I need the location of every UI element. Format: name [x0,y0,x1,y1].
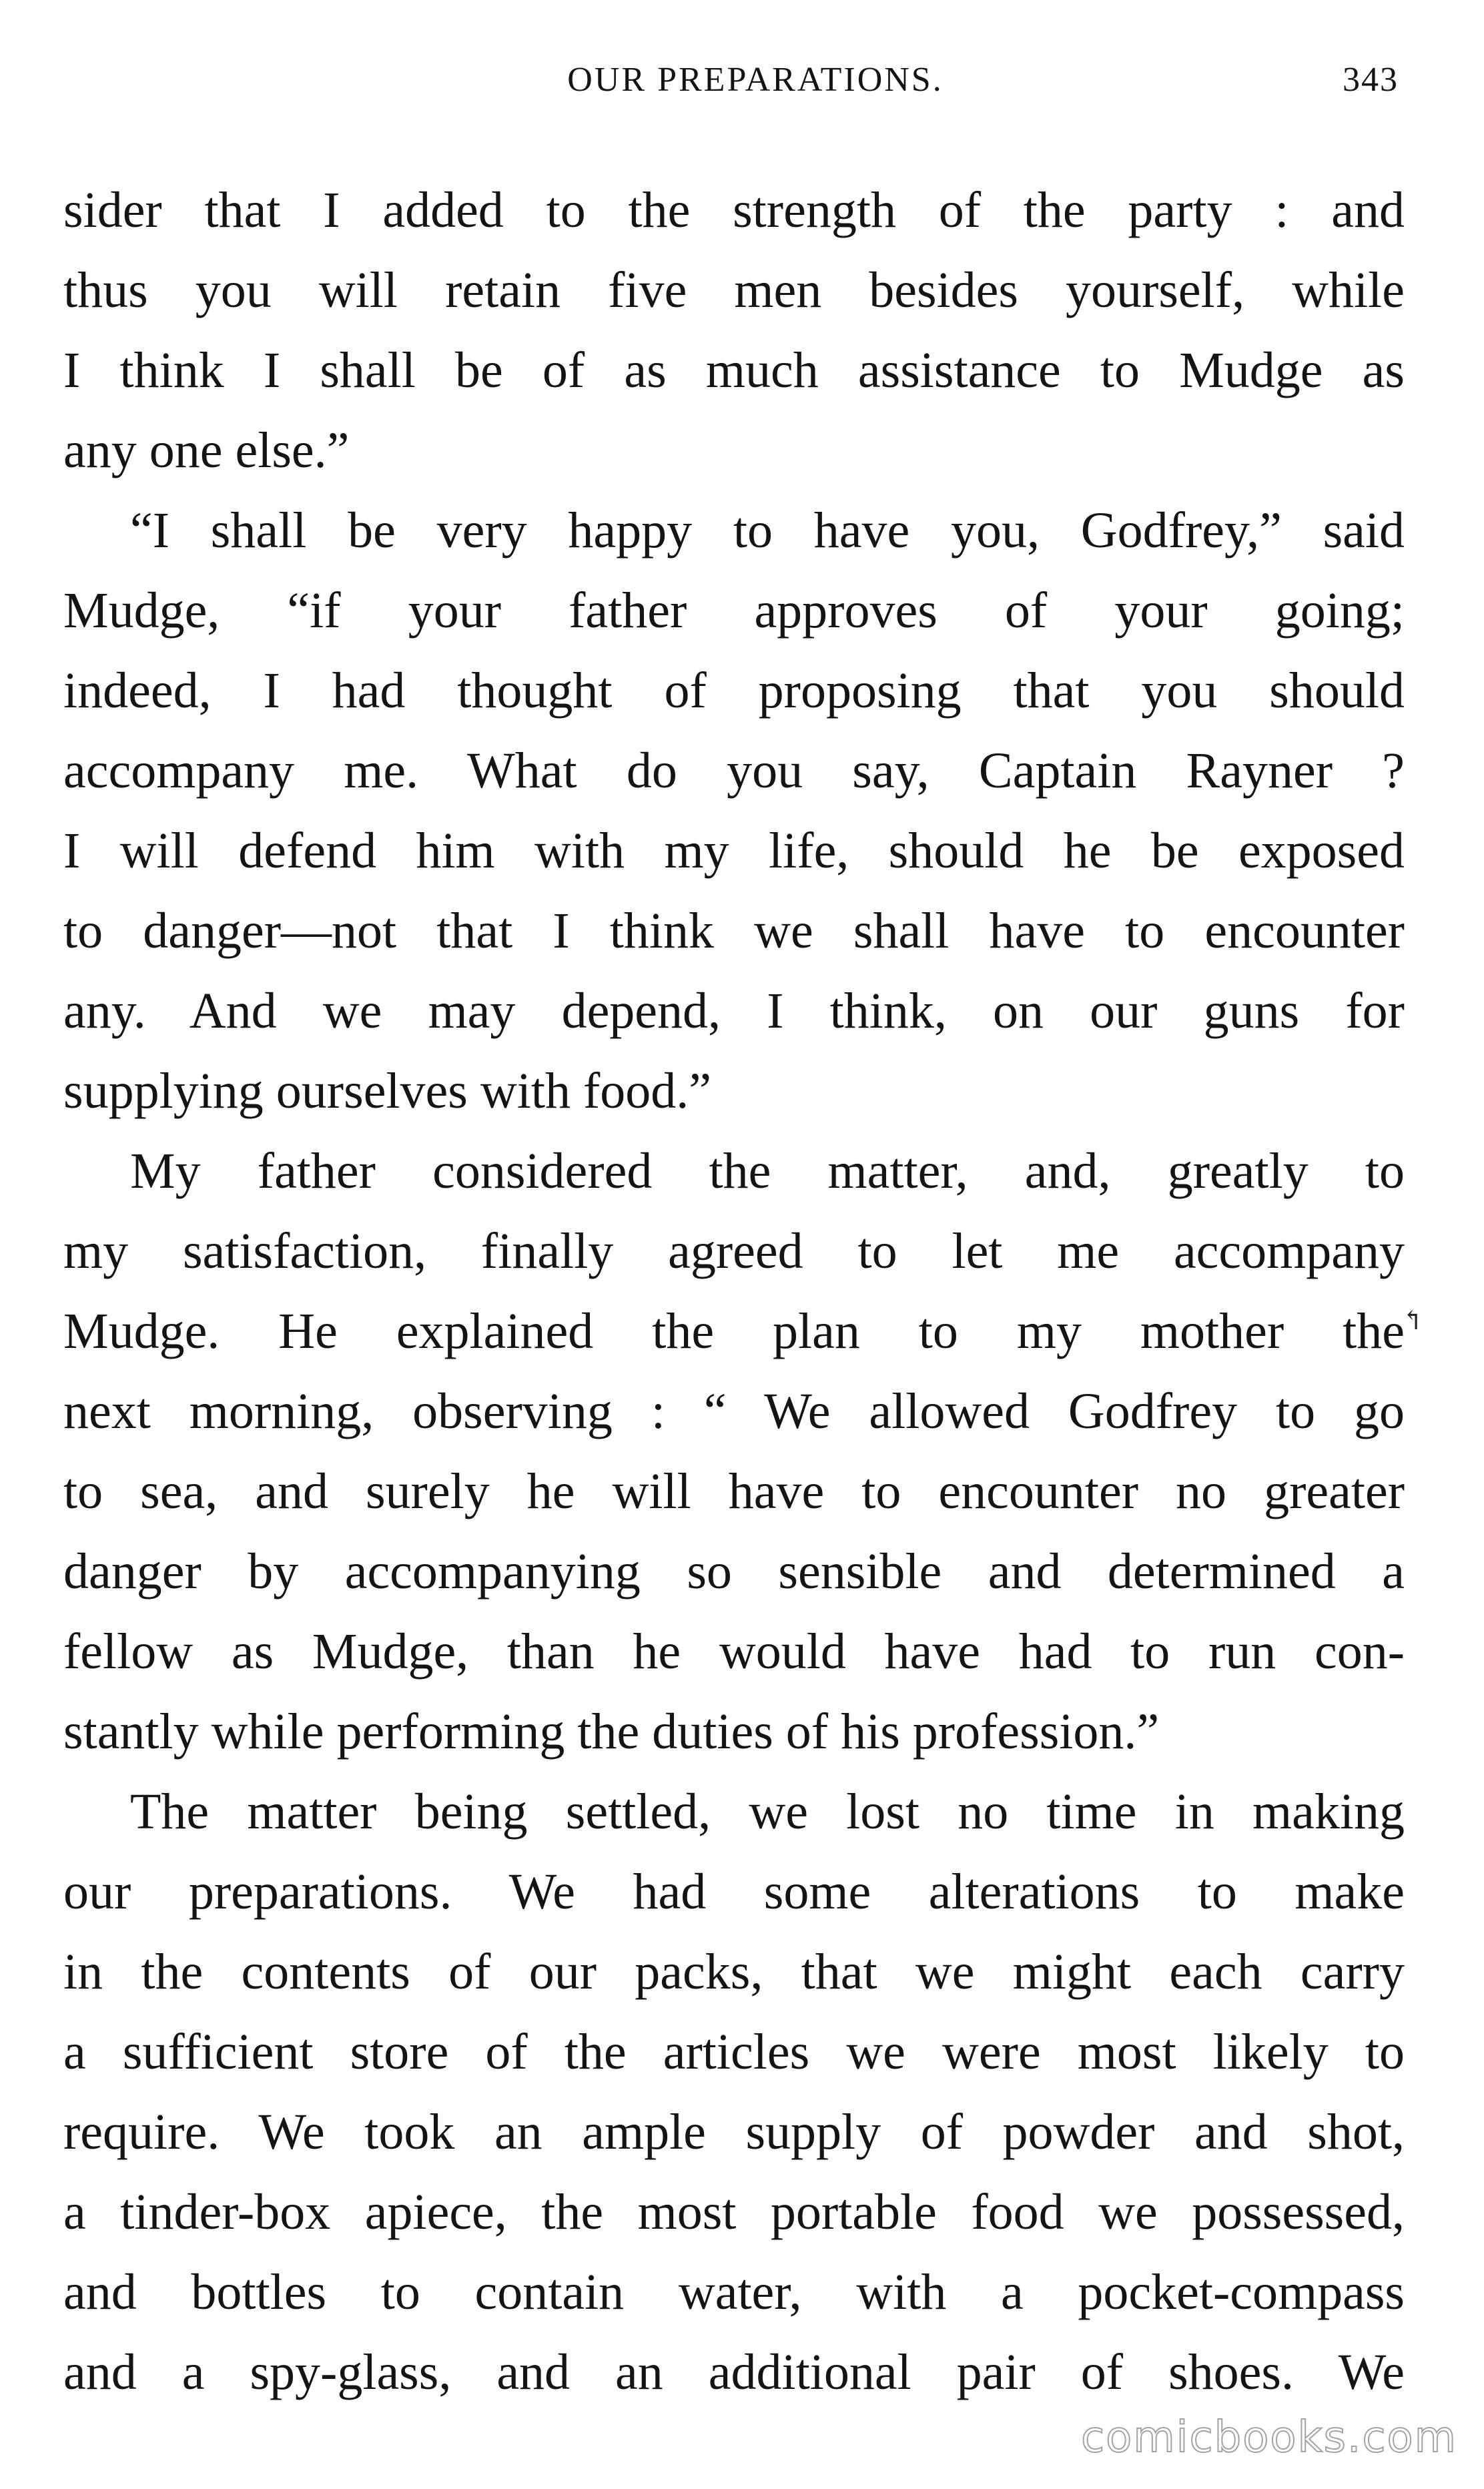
text-line: My father considered the matter, and, greatly to [130,1143,1405,1199]
text-line: indeed, I had thought of proposing that you should [63,663,1405,719]
text-line: our preparations. We had some alterations to make [63,1864,1405,1920]
text-line: to sea, and surely he will have to encounter no greater [63,1463,1405,1519]
margin-mark-icon: ↰ [1401,1305,1424,1335]
text-line: The matter being settled, we lost no time in making [130,1784,1405,1840]
text-line: any. And we may depend, I think, on our guns for [63,983,1405,1039]
text-line: my satisfaction, finally agreed to let me accompany [63,1223,1405,1279]
text-line: stantly while performing the duties of his profession.” [63,1704,1160,1760]
text-line: thus you will retain five men besides yourself, while [63,262,1405,318]
text-line: fellow as Mudge, than he would have had to run con- [63,1624,1405,1680]
text-line: accompany me. What do you say, Captain Rayner ? [63,743,1405,799]
text-line: and a spy-glass, and an additional pair of shoes. We [63,2344,1405,2400]
text-line: any one else.” [63,422,350,478]
text-line: sider that I added to the strength of the party : and [63,182,1405,238]
text-line: in the contents of our packs, that we might each carry [63,1944,1405,2000]
page-number: 343 [1343,61,1399,99]
watermark: comicbooks.com [1080,2413,1457,2462]
body-text [63,170,1405,2412]
text-line: I will defend him with my life, should he be exposed [63,823,1405,879]
text-line: a tinder-box apiece, the most portable food we possessed, [63,2184,1405,2240]
text-line: Mudge. He explained the plan to my mother the [63,1303,1405,1359]
text-line: to danger—not that I think we shall have to encounter [63,903,1405,959]
text-line: supplying ourselves with food.” [63,1063,712,1119]
text-line: I think I shall be of as much assistance to Mudge as [63,342,1405,398]
text-line: a sufficient store of the articles we were most likely to [63,2024,1405,2080]
text-line: “I shall be very happy to have you, Godfrey,” said [130,502,1405,559]
text-line: Mudge, “if your father approves of your going; [63,583,1405,639]
text-line: danger by accompanying so sensible and determined a [63,1543,1405,1599]
chapter-running-title: OUR PREPARATIONS. [567,61,944,99]
text-line: next morning, observing : “ We allowed Godfrey to go [63,1383,1405,1439]
running-head [0,60,1484,113]
text-line: require. We took an ample supply of powder and shot, [63,2104,1405,2160]
text-line: and bottles to contain water, with a pocket-compass [63,2264,1405,2320]
